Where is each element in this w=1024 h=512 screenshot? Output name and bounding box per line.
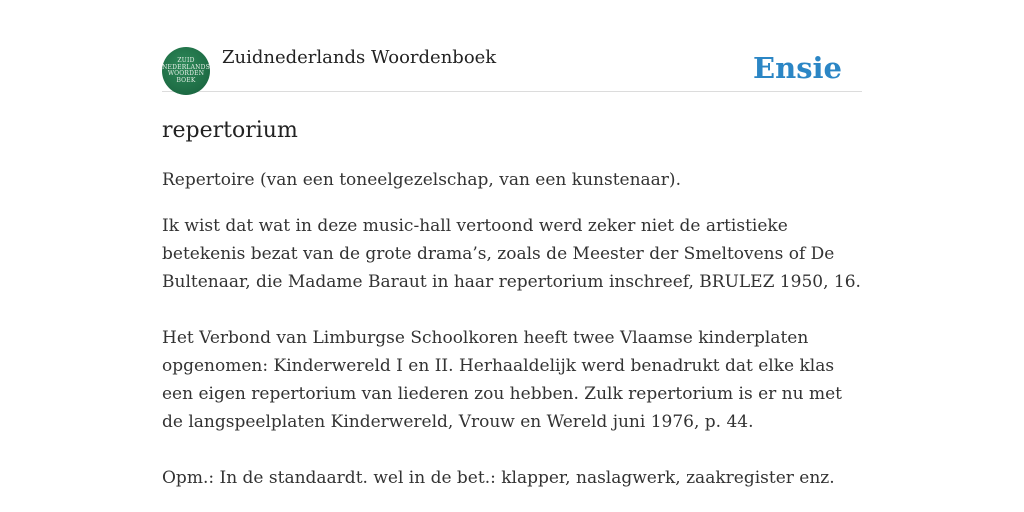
logo-text-line: BOEK: [176, 76, 196, 84]
logo-text-line: WOORDEN: [167, 70, 205, 77]
example-paragraph: Ik wist dat wat in deze music-hall vertoond werd zeker niet de artistieke betekenis bezat van de grote drama’s, zoals de Meester der Smeltovens of De Bultenaar, die Madame Baraut in haar repertorium inschreef, BRULEZ 1950, 16.: [162, 216, 861, 292]
ensie-logo-link[interactable]: Ensie: [753, 51, 842, 85]
logo-text-line: ZUID: [177, 57, 195, 64]
entry-examples: [162, 212, 862, 492]
dictionary-logo[interactable]: [162, 47, 210, 95]
example-paragraph: Het Verbond van Limburgse Schoolkoren heeft twee Vlaamse kinderplaten opgenomen: Kinderwereld I en II. Herhaaldelijk werd benadrukt dat elke klas een eigen repertorium van liederen zou hebben. Zulk repertorium is er nu met de langspeelplaten Kinderwereld, Vrouw en Wereld juni 1976, p. 44.: [162, 328, 842, 432]
usage-note: Opm.: In de standaardt. wel in de bet.: klapper, naslagwerk, zaakregister enz.: [162, 468, 835, 488]
header: [162, 44, 862, 92]
dictionary-name-link[interactable]: Zuidnederlands Woordenboek: [222, 47, 497, 68]
entry-term: repertorium: [162, 118, 298, 143]
entry-definition: Repertoire (van een toneelgezelschap, van een kunstenaar).: [162, 170, 681, 190]
logo-text-line: NEDERLANDS: [162, 63, 210, 71]
entry-card: [162, 44, 862, 512]
